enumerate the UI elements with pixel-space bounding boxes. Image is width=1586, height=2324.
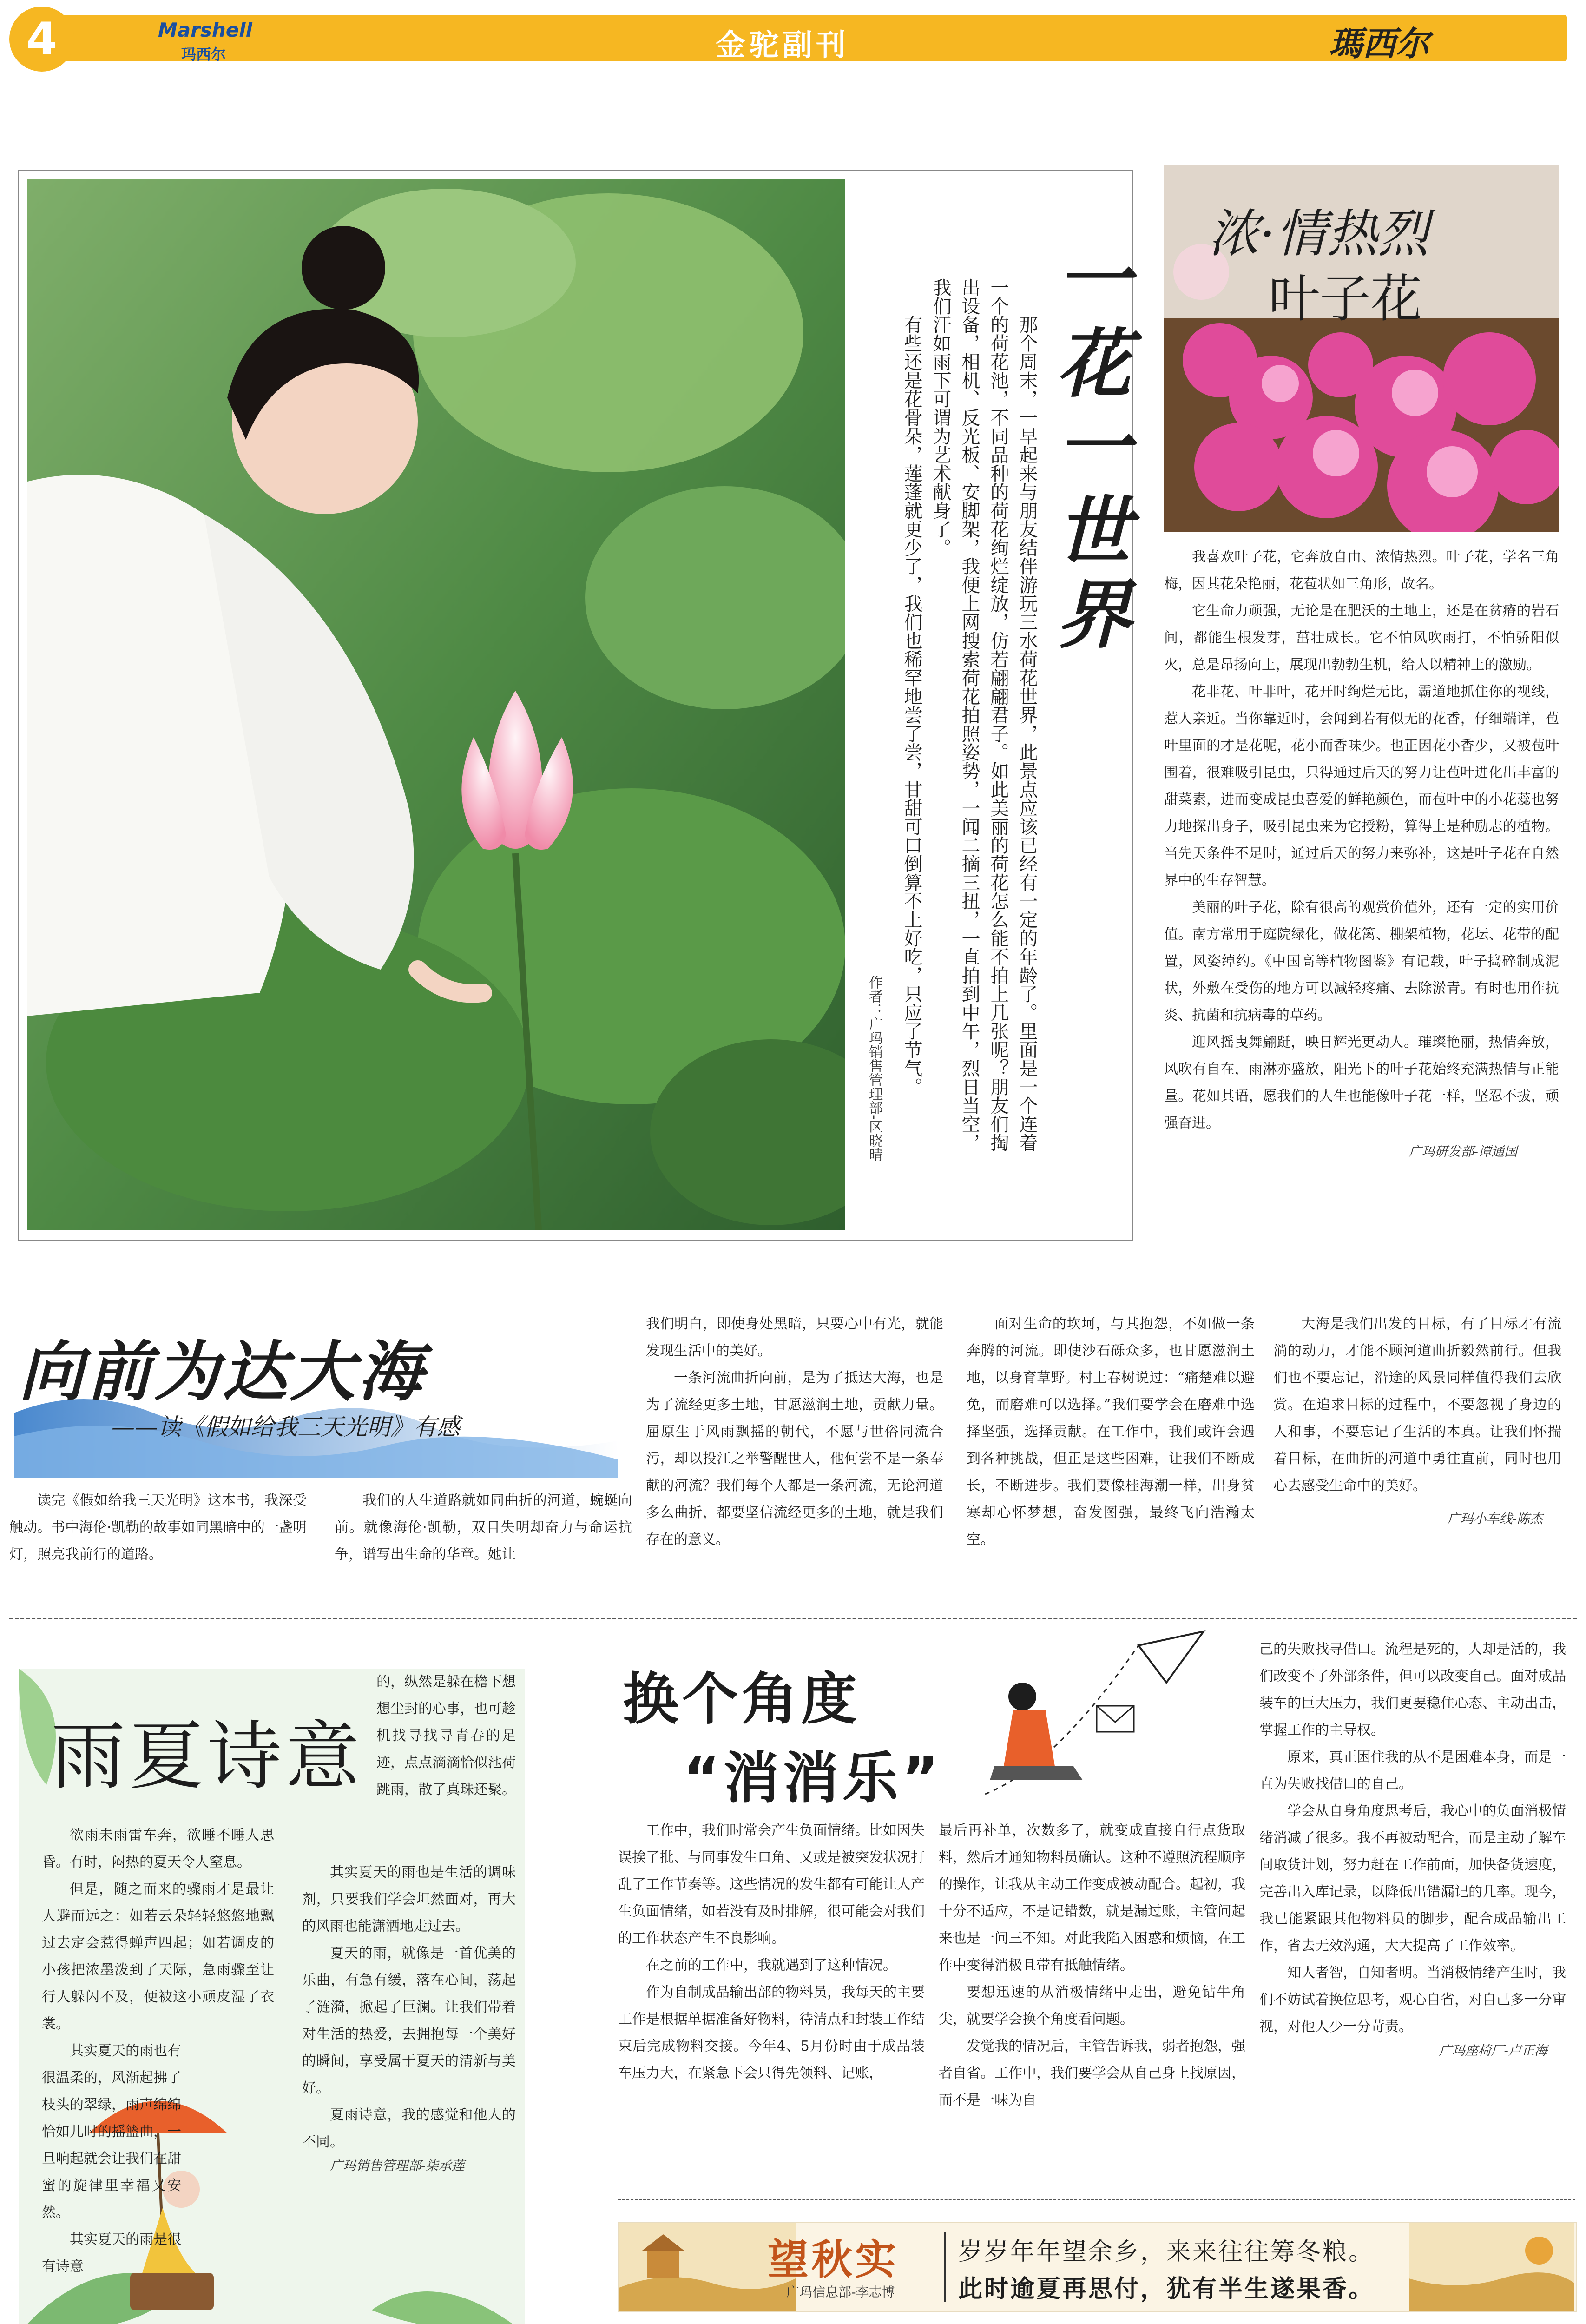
autumn-title: 望秋实 [768, 2235, 899, 2284]
sea-col-4 [967, 1311, 1255, 1553]
brand-logo [158, 19, 270, 63]
angle-paragraph: 在之前的工作中，我就遇到了这种情况。 [646, 1957, 897, 1974]
autumn-line-1: 岁岁年年望余乡，来来往往筹冬粮。 [958, 2238, 1375, 2266]
sea-paragraph: 面对生命的坎坷，与其抱怨，不如做一条奔腾的河流。即使沙石砾众多，也甘愿滋润土地，以身育草野。村上春树说过：“痛楚难以避免，而磨难可以选择。”我们要学会在磨难中选择坚强，选择贡献。在工作中，我们或许会遇到各种挑战，但正是这些困难，让我们不断成长，不断进步。我们要像桂海潮一样，出身贫寒却心怀梦想，奋发图强，最终飞向浩瀚太空。 [967, 1316, 1255, 1548]
page-header [0, 0, 1586, 93]
autumn-credit: 广玛信息部-李志博 [786, 2284, 895, 2300]
angle-col-2 [939, 1817, 1245, 2114]
angle-credit: 广玛座椅厂-卢正海 [1439, 2043, 1547, 2058]
field-graphic-right [1409, 2223, 1574, 2311]
rain-paragraph: 的，纵然是躲在檐下想想尘封的心事，也可趁机找寻找寻青春的足迹，点点滴滴恰似池荷跳雨，散了真珠还聚。 [376, 1674, 516, 1798]
lotus-paragraph: 有些还是花骨朵，莲蓬就更少了，我们也稀罕地尝了尝，甘甜可口倒算不上好吃，只应了节气。 [901, 315, 922, 1096]
sea-subtitle: ——读《假如给我三天光明》有感 [112, 1413, 460, 1440]
rain-top-right [376, 1669, 516, 1803]
angle-paragraph: 要想迅速的从消极情绪中走出，避免钻牛角尖，就要学会换个角度看问题。 [939, 1984, 1245, 2027]
rain-paragraph: 其实夏天的雨是很有诗意 [42, 2232, 181, 2275]
rain-credit: 广玛销售管理部-柒承莲 [330, 2158, 465, 2173]
sea-col-2 [335, 1487, 632, 1568]
leaf-flower-body [1164, 544, 1559, 1160]
rain-paragraph: 夏雨诗意，我的感觉和他人的不同。 [302, 2107, 516, 2150]
lotus-credit: 作者：广玛销售管理部-区晓晴 [866, 975, 882, 1162]
angle-paragraph: 工作中，我们时常会产生负面情绪。比如因失误挨了批、与同事发生口角、又或是被突发状况打乱了工作节奏等。这些情况的发生都有可能让人产生负面情绪，如若没有及时排解，很可能会对我们的工作状态产生不良影响。 [618, 1822, 925, 1947]
rain-left-col [42, 1822, 274, 2280]
leaf-paragraph: 花非花、叶非叶，花开时绚烂无比，霸道地抓住你的视线，惹人亲近。当你靠近时，会闻到若有似无的花香，仔细端详，苞叶里面的才是花呢，花小而香味少。也正因花小香少，又被苞叶围着，很难吸引昆虫，只得通过后天的努力让苞叶进化出丰富的甜菜素，进而变成昆虫喜爱的鲜艳颜色，而苞叶中的小花蕊也努力地探出身子，吸引昆虫来为它授粉，算得上是种励志的植物。当先天条件不足时，通过后天的努力来弥补，这是叶子花在自然界中的生存智慧。 [1164, 684, 1559, 889]
paper-plane-illustration [962, 1627, 1222, 1813]
section-divider [9, 1618, 1577, 1619]
rain-paragraph: 但是，随之而来的骤雨才是最让人避而远之：如若云朵轻轻悠悠地飘过去定会惹得蝉声四起；如若调皮的小孩把浓墨泼到了天际，急雨骤至让行人躲闪不及，便被这小顽皮湿了衣裳。 [42, 1881, 274, 2032]
angle-article [618, 1627, 1575, 2194]
sea-title: 向前为达大海 [19, 1334, 426, 1410]
angle-paragraph: 己的失败找寻借口。流程是死的，人却是活的，我们改变不了外部条件，但可以改变自己。面对成品装车的巨大压力，我们更要稳住心态、主动出击，掌握工作的主导权。 [1259, 1641, 1566, 1738]
leaf-paragraph: 我喜欢叶子花，它奔放自由、浓情热烈。叶子花，学名三角梅，因其花朵艳丽，花苞状如三角形，故名。 [1164, 549, 1559, 592]
lotus-article [18, 170, 1133, 1241]
sea-article [9, 1311, 1577, 1571]
rain-title: 雨夏诗意 [51, 1713, 364, 1800]
leaf-paragraph: 迎风摇曳舞翩跹，映日辉光更动人。璀璨艳丽，热情奔放，风吹有自在，雨淋亦盛放，阳光下的叶子花始终充满热情与正能量。花如其语，愿我们的人生也能像叶子花一样，坚忍不拔，顽强奋进。 [1164, 1034, 1559, 1131]
angle-col-1 [618, 1817, 925, 2087]
angle-paragraph: 作为自制成品输出部的物料员，我每天的主要工作是根据单据准备好物料，待清点和封装工作结束后完成物料交接。今年4、5月份时由于成品装车压力大，在紧急下会只得先领料、记账， [618, 1984, 925, 2081]
angle-title-1: 换个角度 [623, 1667, 861, 1732]
angle-paragraph: 知人者智，自知者明。当消极情绪产生时，我们不妨试着换位思考，观心自省，对自己多一分审视，对他人少一分苛责。 [1259, 1965, 1566, 2035]
autumn-line-2: 此时逾夏再思付，犹有半生遂果香。 [958, 2275, 1375, 2303]
sea-credit: 广玛小车线-陈杰 [1447, 1511, 1543, 1526]
leaf-flower-title-2: 叶子花 [1269, 269, 1422, 329]
angle-paragraph: 发觉我的情况后，主管告诉我，弱者抱怨，强者自省。工作中，我们要学会从自己身上找原因，而不是一味为自 [939, 2038, 1245, 2108]
leaf-flower-article [1152, 165, 1571, 1248]
leaf-flower-title-1: 浓·情热烈 [1208, 204, 1429, 264]
sea-col-3 [646, 1311, 943, 1553]
rain-paragraph: 其实夏天的雨也有很温柔的，风渐起拂了枝头的翠绿，雨声绵绵恰如儿时的摇篮曲，一旦响起就会让我们在甜蜜的旋律里幸福又安然。 [42, 2043, 181, 2221]
angle-paragraph: 最后再补单，次数多了，就变成直接自行点货取料，然后才通知物料员确认。这种不遵照流程顺序的操作，让我从主动工作变成被动配合。起初，我十分不适应，不是记错数，就是漏过账，主管问起来也是一问三不知。对此我陷入困惑和烦恼，在工作中变得消极且带有抵触情绪。 [939, 1822, 1245, 1974]
leaf-paragraph: 它生命力顽强，无论是在肥沃的土地上，还是在贫瘠的岩石间，都能生根发芽，茁壮成长。它不怕风吹雨打，不怕骄阳似火，总是昂扬向上，展现出勃勃生机，给人以精神上的激励。 [1164, 603, 1559, 673]
lotus-title: 一花一世界 [1044, 241, 1132, 659]
angle-col-3 [1259, 1636, 1566, 2059]
rain-right-col [302, 1859, 516, 2174]
lotus-photo [27, 179, 845, 1230]
lotus-paragraph: 那个周末，一早起来与朋友结伴游玩三水荷花世界，此景点应该已经有一定的年龄了。里面是一个连着一个的荷花池，不同品种的荷花绚烂绽放，仿若翩翩君子。如此美丽的荷花怎么能不拍上几张呢？朋友们掏出设备，相机、反光板、安脚架，我便上网搜索荷花拍照姿势，一闻二摘三扭，一直拍到中午，烈日当空，我们汗如雨下可谓为艺术献身了。 [930, 278, 1038, 1152]
rain-paragraph: 其实夏天的雨也是生活的调味剂，只要我们学会坦然面对，再大的风雨也能潇洒地走过去。 [302, 1864, 516, 1934]
autumn-poem [618, 2222, 1577, 2312]
poem-separator [944, 2232, 946, 2302]
rain-paragraph: 欲雨未雨雷车奔，欲睡不睡人思昏。有时，闷热的夏天令人窒息。 [42, 1827, 274, 1870]
sea-col-5 [1273, 1311, 1561, 1527]
masthead-signature: 瑪西尔 [1329, 24, 1430, 63]
sea-paragraph: 读完《假如给我三天光明》这本书，我深受触动。书中海伦·凯勒的故事如同黑暗中的一盏明灯，照亮我前行的道路。 [9, 1492, 307, 1563]
sea-paragraph: 一条河流曲折向前，是为了抵达大海，也是为了流经更多土地，甘愿滋润土地，贡献力量。屈原生于风雨飘摇的朝代，不愿与世俗同流合污，却以投江之举警醒世人，他何尝不是一条奉献的河流？我们每个人都是一条河流，无论河道多么曲折，都要坚信流经更多的土地，就是我们存在的意义。 [646, 1370, 943, 1548]
sea-col-1 [9, 1487, 307, 1568]
angle-paragraph: 原来，真正困住我的从不是困难本身，而是一直为失败找借口的自己。 [1259, 1749, 1566, 1792]
logo-brand: Marshell [158, 19, 253, 41]
rain-article [19, 1669, 525, 2324]
poem-divider [618, 2199, 1575, 2200]
leaf-flower-credit: 广玛研发部-谭通国 [1408, 1144, 1517, 1159]
angle-title-2: “消消乐” [683, 1746, 942, 1811]
section-title: 金驼副刊 [716, 28, 849, 63]
angle-paragraph: 学会从自身角度思考后，我心中的负面消极情绪消减了很多。我不再被动配合，而是主动了解车间取货计划，努力赶在工作前面，加快备货速度，完善出入库记录，以降低出错漏记的几率。现今，我已能紧跟其他物料员的脚步，配合成品输出工作，省去无效沟通，大大提高了工作效率。 [1259, 1803, 1566, 1954]
page-number: 4 [9, 7, 74, 72]
leaf-paragraph: 美丽的叶子花，除有很高的观赏价值外，还有一定的实用价值。南方常用于庭院绿化，做花篱、棚架植物，花坛、花带的配置，风姿绰约。《中国高等植物图鉴》有记载，叶子捣碎制成泥状，外敷在受伤的地方可以减轻疼痛、去除淤青。有时也用作抗炎、抗菌和抗病毒的草药。 [1164, 899, 1559, 1023]
rain-paragraph: 夏天的雨，就像是一首优美的乐曲，有急有缓，落在心间，荡起了涟漪，掀起了巨澜。让我们带着对生活的热爱，去拥抱每一个美好的瞬间，享受属于夏天的清新与美好。 [302, 1945, 516, 2096]
sea-paragraph: 大海是我们出发的目标，有了目标才有流淌的动力，才能不顾河道曲折毅然前行。但我们也不要忘记，沿途的风景同样值得我们去欣赏。在追求目标的过程中，不要忽视了身边的人和事，不要忘记了生活的本真。让我们怀揣着目标，在曲折的河道中勇往直前，同时也用心去感受生命中的美好。 [1273, 1316, 1561, 1494]
logo-subtitle: 玛西尔 [181, 46, 226, 63]
sea-paragraph: 我们的人生道路就如同曲折的河道，蜿蜒向前。就像海伦·凯勒，双目失明却奋力与命运抗争，谱写出生命的华章。她让 [335, 1492, 632, 1563]
sea-paragraph: 我们明白，即使身处黑暗，只要心中有光，就能发现生活中的美好。 [646, 1316, 943, 1359]
lotus-body [856, 278, 1041, 1161]
